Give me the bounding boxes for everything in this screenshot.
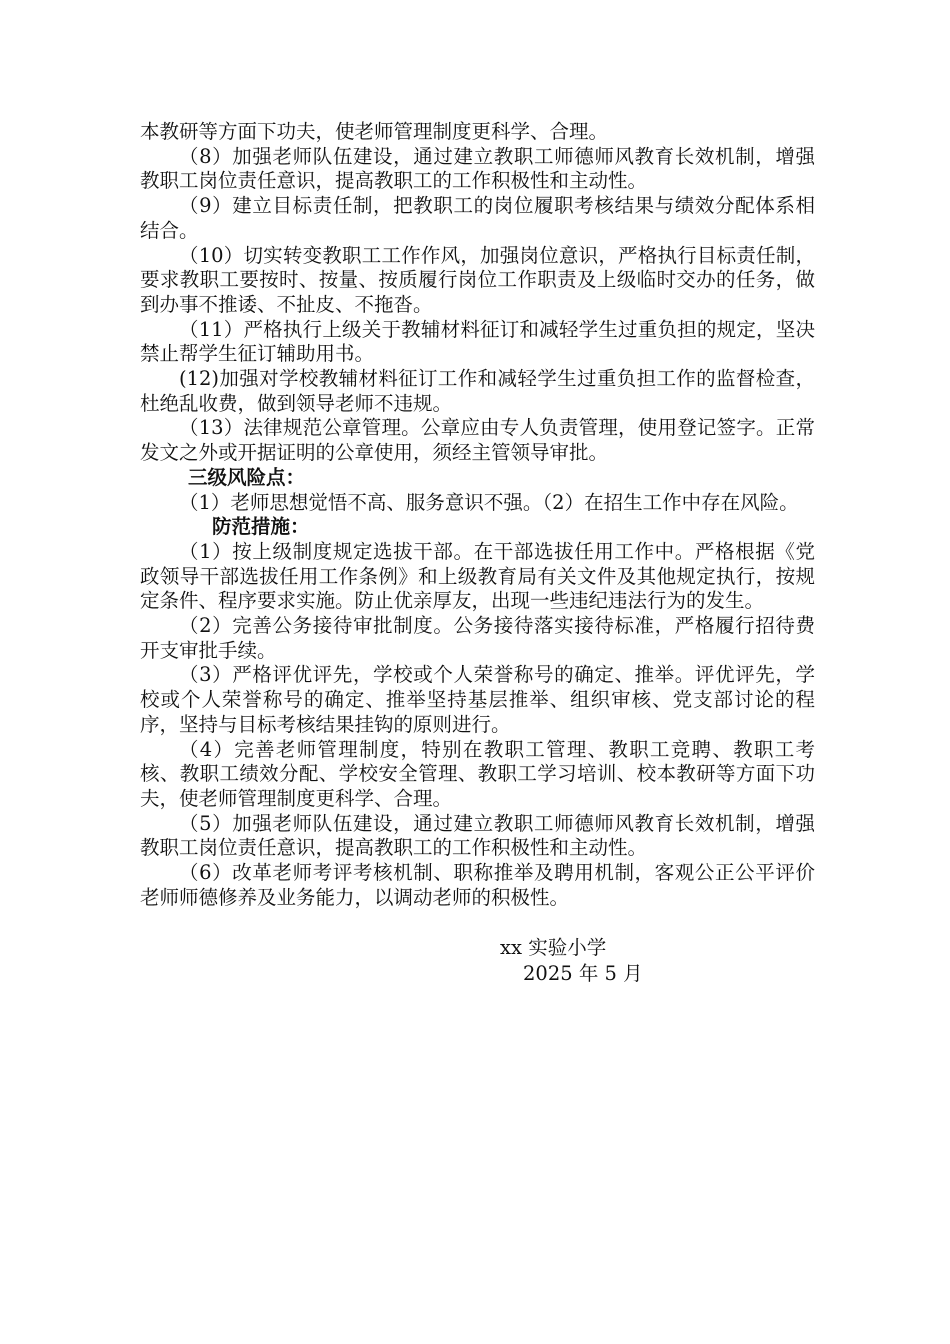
heading-prevention-measures: 防范措施： [212, 515, 310, 539]
signature-date: 2025 年 5 月 [523, 961, 643, 985]
document-page [140, 120, 815, 987]
paragraph-measure-1: （1）按上级制度规定选拔干部。在干部选拔任用工作中。严格根据《党政领导干部选拔任用工作条例》和上级教育局有关文件及其他规定执行，按规定条件、程序要求实施。防止优亲厚友，出现一些违纪违法行为的发生。 [140, 539, 815, 613]
paragraph-continuation: 本教研等方面下功夫，使老师管理制度更科学、合理。 [140, 120, 609, 143]
paragraph-measure-5: （5）加强老师队伍建设，通过建立教职工师德师风教育长效机制，增强教职工岗位责任意识，提高教职工的工作积极性和主动性。 [140, 811, 815, 860]
paragraph-item-12: (12)加强对学校教辅材料征订工作和减轻学生过重负担工作的监督检查，杜绝乱收费，做到领导老师不违规。 [140, 367, 815, 415]
paragraph-measure-6: （6）改革老师考评考核机制、职称推举及聘用机制，客观公正公平评价老师师德修养及业务能力，以调动老师的积极性。 [140, 861, 815, 909]
paragraph-risk-points: （1）老师思想觉悟不高、服务意识不强。（2）在招生工作中存在风险。 [179, 490, 799, 514]
signature-block [140, 935, 815, 987]
paragraph-measure-3: （3）严格评优评先，学校或个人荣誉称号的确定、推举。评优评先，学校或个人荣誉称号的确定、推举坚持基层推举、组织审核、党支部讨论的程序，坚持与目标考核结果挂钩的原则进行。 [140, 663, 815, 736]
paragraph-item-10: （10）切实转变教职工工作作风，加强岗位意识，严格执行目标责任制，要求教职工要按时、按量、按质履行岗位工作职责及上级临时交办的任务，做到办事不推诿、不扯皮、不拖沓。 [140, 243, 815, 316]
paragraph-item-9: （9）建立目标责任制，把教职工的岗位履职考核结果与绩效分配体系相结合。 [140, 194, 815, 242]
paragraph-measure-4: （4）完善老师管理制度，特别在教职工管理、教职工竞聘、教职工考核、教职工绩效分配、学校安全管理、教职工学习培训、校本教研等方面下功夫，使老师管理制度更科学、合理。 [140, 737, 815, 810]
paragraph-measure-2: （2）完善公务接待审批制度。公务接待落实接待标准，严格履行招待费开支审批手续。 [140, 614, 815, 662]
paragraph-item-11: （11）严格执行上级关于教辅材料征订和减轻学生过重负担的规定，坚决禁止帮学生征订辅助用书。 [140, 317, 815, 366]
heading-risk-points: 三级风险点： [188, 465, 306, 489]
paragraph-item-13: （13）法律规范公章管理。公章应由专人负责管理，使用登记签字。正常发文之外或开据证明的公章使用，须经主管领导审批。 [140, 416, 815, 465]
paragraph-item-8: （8）加强老师队伍建设，通过建立教职工师德师风教育长效机制，增强教职工岗位责任意识，提高教职工的工作积极性和主动性。 [140, 144, 815, 193]
signature-organization: xx 实验小学 [500, 935, 607, 959]
